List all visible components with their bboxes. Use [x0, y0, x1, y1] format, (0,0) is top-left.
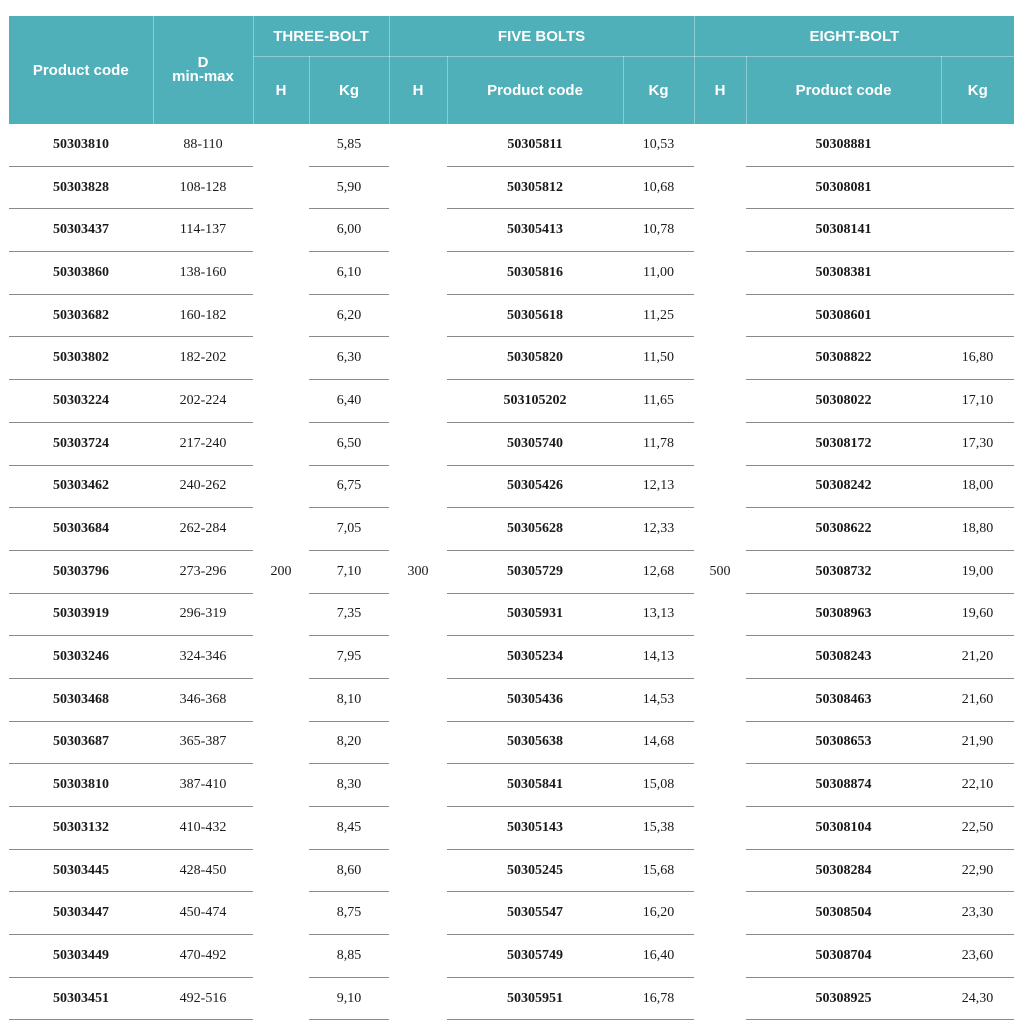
cell-five-product-code: 50305413: [447, 209, 623, 252]
header-five-kg: Kg: [623, 57, 694, 125]
cell-three-kg: 8,45: [309, 807, 389, 850]
cell-five-kg: 14,68: [623, 721, 694, 764]
table-row: [9, 935, 1014, 978]
table-row: [9, 892, 1014, 935]
cell-eight-product-code: 50308381: [746, 252, 941, 295]
cell-three-product-code: 50303684: [9, 508, 153, 551]
cell-diameter-range: 346-368: [153, 678, 253, 721]
cell-eight-kg: [941, 294, 1014, 337]
cell-five-product-code: 50305426: [447, 465, 623, 508]
cell-eight-kg: 21,90: [941, 721, 1014, 764]
cell-three-kg: 5,90: [309, 166, 389, 209]
table-row: [9, 764, 1014, 807]
cell-three-kg: 7,05: [309, 508, 389, 551]
header-eight-h: H: [694, 57, 746, 125]
cell-three-kg: 5,85: [336, 136, 362, 152]
cell-five-product-code: 50305816: [447, 252, 623, 295]
cell-three-product-code: 50303462: [9, 465, 153, 508]
cell-eight-kg: 17,10: [941, 380, 1014, 423]
cell-three-product-code: 50303447: [9, 892, 153, 935]
header-diameter-label: D: [197, 54, 209, 71]
table-row: [9, 678, 1014, 721]
cell-three-product-code: 50303451: [9, 977, 153, 1020]
cell-eight-product-code: 50308242: [746, 465, 941, 508]
header-diameter: [153, 16, 253, 124]
cell-three-product-code: 50303919: [9, 593, 153, 636]
table-row: [9, 508, 1014, 551]
cell-five-kg: 16,20: [623, 892, 694, 935]
cell-five-product-code: 50305547: [447, 892, 623, 935]
cell-eight-product-code: 50308172: [746, 422, 941, 465]
cell-eight-product-code: 50308963: [746, 593, 941, 636]
cell-three-product-code: 50303449: [9, 935, 153, 978]
cell-five-product-code: 50305951: [447, 977, 623, 1020]
cell-diameter-range: 428-450: [153, 849, 253, 892]
cell-three-kg: 6,00: [309, 209, 389, 252]
cell-five-kg: 11,65: [623, 380, 694, 423]
cell-diameter-range: 365-387: [153, 721, 253, 764]
cell-diameter-range: 492-516: [153, 977, 253, 1020]
cell-diameter-range: 273-296: [153, 550, 253, 593]
header-three-h: H: [253, 57, 309, 125]
cell-three-kg: 6,40: [309, 380, 389, 423]
cell-five-product-code: 50305234: [447, 636, 623, 679]
cell-diameter-range: 138-160: [153, 252, 253, 295]
cell-three-product-code: 50303810: [9, 764, 153, 807]
cell-five-product-code: 50305841: [447, 764, 623, 807]
cell-five-kg: 11,50: [623, 337, 694, 380]
product-table: [9, 16, 1014, 1020]
cell-three-kg: 8,20: [309, 721, 389, 764]
cell-five-product-code: 50305245: [447, 849, 623, 892]
cell-diameter-range: 387-410: [153, 764, 253, 807]
cell-three-kg: 8,60: [309, 849, 389, 892]
cell-three-product-code: 50303724: [9, 422, 153, 465]
cell-eight-kg: 23,60: [941, 935, 1014, 978]
cell-eight-kg: [941, 252, 1014, 295]
cell-eight-product-code: 50308141: [746, 209, 941, 252]
cell-five-kg: 10,78: [623, 209, 694, 252]
cell-five-product-code: 50305638: [447, 721, 623, 764]
cell-three-product-code: 50303860: [9, 252, 153, 295]
cell-eight-kg: 21,20: [941, 636, 1014, 679]
cell-three-kg: 6,75: [309, 465, 389, 508]
cell-diameter-range: 108-128: [153, 166, 253, 209]
table-row: [9, 209, 1014, 252]
cell-five-kg: 16,78: [623, 977, 694, 1020]
cell-three-kg: 9,10: [309, 977, 389, 1020]
cell-eight-product-code: 50308622: [746, 508, 941, 551]
cell-three-product-code: 50303246: [9, 636, 153, 679]
cell-eight-kg: 22,90: [941, 849, 1014, 892]
header-three-kg: Kg: [309, 57, 389, 125]
cell-five-kg: 10,68: [623, 166, 694, 209]
cell-three-kg: 8,10: [309, 678, 389, 721]
cell-five-product-code: 50305820: [447, 337, 623, 380]
cell-eight-product-code: 50308704: [746, 935, 941, 978]
cell-five-product-code: 50305729: [447, 550, 623, 593]
cell-three-h-value: 200: [270, 563, 292, 579]
cell-three-kg: 6,50: [309, 422, 389, 465]
cell-eight-kg: [941, 124, 1014, 166]
cell-eight-product-code: 50308022: [746, 380, 941, 423]
table-row: [9, 465, 1014, 508]
cell-three-kg: 6,10: [309, 252, 389, 295]
cell-five-product-code: 50305628: [447, 508, 623, 551]
cell-five-kg: 11,00: [623, 252, 694, 295]
cell-diameter-range: 324-346: [153, 636, 253, 679]
cell-five-kg: 12,13: [623, 465, 694, 508]
cell-diameter-range: 296-319: [153, 593, 253, 636]
table-row: [9, 380, 1014, 423]
table-row: [9, 166, 1014, 209]
cell-eight-kg: 18,00: [941, 465, 1014, 508]
cell-three-kg: 6,20: [309, 294, 389, 337]
cell-three-kg: 7,35: [309, 593, 389, 636]
cell-diameter-range: 88-110: [183, 136, 223, 152]
table-body: [9, 124, 1014, 1020]
cell-five-product-code: 50305143: [447, 807, 623, 850]
cell-five-kg: 11,78: [623, 422, 694, 465]
cell-diameter-range: 114-137: [153, 209, 253, 252]
cell-three-kg: 8,75: [309, 892, 389, 935]
cell-five-kg: 15,08: [623, 764, 694, 807]
cell-three-kg: 8,85: [309, 935, 389, 978]
cell-three-product-code: 50303682: [9, 294, 153, 337]
cell-five-kg: 12,68: [623, 550, 694, 593]
cell-eight-kg: 21,60: [941, 678, 1014, 721]
cell-eight-product-code: 50308243: [746, 636, 941, 679]
cell-three-product-code: 50303687: [9, 721, 153, 764]
cell-eight-product-code: 50308925: [746, 977, 941, 1020]
table-row: [9, 294, 1014, 337]
cell-three-kg: 6,30: [309, 337, 389, 380]
cell-five-product-code: 503105202: [447, 380, 623, 423]
cell-eight-product-code: 50308504: [746, 892, 941, 935]
cell-eight-product-code: 50308081: [746, 166, 941, 209]
header-eight-bolt: EIGHT-BOLT: [694, 16, 1014, 57]
cell-three-product-code: 50303828: [9, 166, 153, 209]
cell-eight-product-code: 50308653: [746, 721, 941, 764]
cell-five-product-code: 50305812: [447, 166, 623, 209]
table-row: [9, 252, 1014, 295]
cell-diameter-range: 240-262: [153, 465, 253, 508]
table-row: [9, 636, 1014, 679]
cell-three-kg: 8,30: [309, 764, 389, 807]
cell-diameter-range: 182-202: [153, 337, 253, 380]
table-row: [9, 124, 1014, 166]
cell-five-kg: 14,13: [623, 636, 694, 679]
cell-diameter-range: 410-432: [153, 807, 253, 850]
cell-five-kg: 16,40: [623, 935, 694, 978]
cell-eight-product-code: 50308874: [746, 764, 941, 807]
cell-five-h-value: 300: [407, 563, 429, 579]
cell-eight-product-code: 50308822: [746, 337, 941, 380]
cell-diameter-range: 262-284: [153, 508, 253, 551]
cell-eight-product-code: 50308732: [746, 550, 941, 593]
cell-three-product-code: 50303802: [9, 337, 153, 380]
cell-three-product-code: 50303810: [53, 136, 109, 152]
cell-diameter-range: 160-182: [153, 294, 253, 337]
cell-diameter-range: 202-224: [153, 380, 253, 423]
cell-eight-product-code: 50308601: [746, 294, 941, 337]
cell-eight-kg: [941, 166, 1014, 209]
header-five-bolts: FIVE BOLTS: [389, 16, 694, 57]
table-row: [9, 807, 1014, 850]
cell-eight-kg: 23,30: [941, 892, 1014, 935]
cell-eight-kg: [941, 209, 1014, 252]
cell-five-kg: 12,33: [623, 508, 694, 551]
cell-eight-kg: 18,80: [941, 508, 1014, 551]
cell-eight-product-code: 50308284: [746, 849, 941, 892]
cell-eight-kg: 16,80: [941, 337, 1014, 380]
cell-three-product-code: 50303796: [9, 550, 153, 593]
header-five-h: H: [389, 57, 447, 125]
cell-eight-kg: 19,60: [941, 593, 1014, 636]
table-row: [9, 422, 1014, 465]
table-row: [9, 849, 1014, 892]
cell-eight-kg: 19,00: [941, 550, 1014, 593]
cell-eight-kg: 22,10: [941, 764, 1014, 807]
cell-eight-product-code: 50308104: [746, 807, 941, 850]
table-row: [9, 337, 1014, 380]
cell-diameter-range: 450-474: [153, 892, 253, 935]
cell-five-product-code: 50305740: [447, 422, 623, 465]
cell-eight-kg: 22,50: [941, 807, 1014, 850]
cell-eight-product-code: 50308463: [746, 678, 941, 721]
cell-eight-h-value: 500: [709, 563, 731, 579]
cell-eight-product-code: 50308881: [815, 136, 872, 152]
cell-three-product-code: 50303468: [9, 678, 153, 721]
cell-five-kg: 11,25: [623, 294, 694, 337]
cell-three-product-code: 50303437: [9, 209, 153, 252]
cell-three-kg: 7,10: [309, 550, 389, 593]
cell-five-product-code: 50305749: [447, 935, 623, 978]
cell-diameter-range: 217-240: [153, 422, 253, 465]
cell-five-kg: 15,68: [623, 849, 694, 892]
product-table-container: [9, 16, 1014, 1020]
table-row: [9, 550, 1014, 593]
cell-eight-kg: 17,30: [941, 422, 1014, 465]
cell-five-product-code: 50305931: [447, 593, 623, 636]
header-eight-product-code: Product code: [746, 57, 941, 125]
cell-diameter-range: 470-492: [153, 935, 253, 978]
table-row: [9, 721, 1014, 764]
cell-eight-kg: 24,30: [941, 977, 1014, 1020]
header-product-code: Product code: [9, 16, 153, 124]
cell-five-kg: 14,53: [623, 678, 694, 721]
header-three-bolt: THREE-BOLT: [253, 16, 389, 57]
header-five-product-code: Product code: [447, 57, 623, 125]
cell-five-kg: 15,38: [623, 807, 694, 850]
table-row: [9, 593, 1014, 636]
cell-five-product-code: 50305811: [507, 136, 563, 152]
cell-five-kg: 13,13: [623, 593, 694, 636]
cell-three-kg: 7,95: [309, 636, 389, 679]
cell-three-product-code: 50303132: [9, 807, 153, 850]
cell-five-kg: 10,53: [642, 136, 675, 152]
cell-five-product-code: 50305436: [447, 678, 623, 721]
table-row: [9, 977, 1014, 1020]
header-diameter-range: min-max: [172, 68, 234, 85]
cell-five-product-code: 50305618: [447, 294, 623, 337]
header-eight-kg: Kg: [941, 57, 1014, 125]
cell-three-product-code: 50303224: [9, 380, 153, 423]
cell-three-product-code: 50303445: [9, 849, 153, 892]
